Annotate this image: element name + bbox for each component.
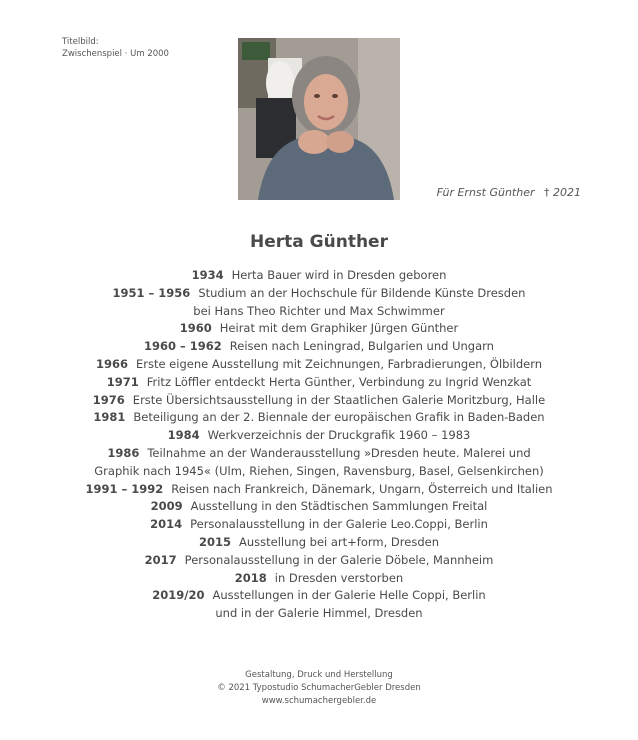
timeline-entry [0, 552, 638, 570]
timeline-text: Ausstellung in den Städtischen Sammlungen Freital [190, 499, 488, 514]
timeline-entry [0, 409, 638, 427]
timeline-text: Werkverzeichnis der Druckgrafik 1960 – 1983 [207, 428, 471, 443]
colophon [0, 669, 638, 708]
timeline-entry-continuation [0, 463, 638, 481]
timeline-year: 2014 [150, 517, 183, 532]
timeline-text: Ausstellungen in der Galerie Helle Coppi, Berlin [212, 588, 486, 603]
timeline-text: Erste eigene Ausstellung mit Zeichnungen, Farbradierungen, Ölbildern [135, 356, 543, 371]
colophon-line-copyright: © 2021 Typostudio SchumacherGebler Dresden [217, 683, 421, 693]
dedication [437, 186, 581, 199]
timeline-text: Beteiligung an der 2. Biennale der europäischen Grafik in Baden-Baden [133, 410, 545, 425]
timeline-entry [0, 267, 638, 285]
timeline-text: Heirat mit dem Graphiker Jürgen Günther [219, 321, 459, 336]
timeline-year: 1934 [191, 268, 224, 282]
timeline-text: Personalausstellung in der Galerie Leo.Coppi, Berlin [190, 517, 488, 532]
timeline-year: 1976 [92, 392, 125, 407]
timeline-year: 1960 – 1962 [144, 339, 222, 354]
page-title: Herta Günther [250, 232, 388, 252]
timeline-year: 2019/20 [152, 588, 205, 603]
timeline-text: in Dresden verstorben [274, 570, 404, 585]
timeline-text: Teilnahme an der Wanderausstellung »Dresden heute. Malerei und [147, 445, 531, 460]
timeline-year: 2009 [150, 499, 183, 514]
dedication-year: 2021 [553, 186, 581, 199]
timeline-text: Fritz Löffler entdeckt Herta Günther, Verbindung zu Ingrid Wenzkat [146, 374, 532, 389]
timeline-year: 2017 [144, 552, 177, 567]
timeline-entry [0, 570, 638, 588]
timeline-text: Herta Bauer wird in Dresden geboren [231, 268, 447, 282]
timeline-entry-continuation [0, 303, 638, 321]
timeline-text: Graphik nach 1945« (Ulm, Riehen, Singen, Ravensburg, Basel, Gelsenkirchen) [94, 463, 544, 478]
timeline-entry [0, 427, 638, 445]
portrait-photo [238, 38, 400, 200]
timeline-year: 1984 [167, 428, 200, 443]
timeline-text: Reisen nach Leningrad, Bulgarien und Ungarn [229, 339, 494, 354]
timeline-entry [0, 338, 638, 356]
timeline-entry [0, 481, 638, 499]
timeline-year: 1960 [179, 321, 212, 336]
timeline-text: bei Hans Theo Richter und Max Schwimmer [193, 303, 445, 318]
timeline-entry [0, 534, 638, 552]
timeline-text: Reisen nach Frankreich, Dänemark, Ungarn, Österreich und Italien [171, 481, 553, 496]
portrait-illustration [238, 38, 400, 200]
timeline-year: 1981 [93, 410, 126, 425]
timeline-year: 2018 [234, 570, 267, 585]
colophon-line-website: www.schumachergebler.de [261, 696, 377, 706]
timeline-entry [0, 374, 638, 392]
biography-timeline [0, 267, 638, 623]
timeline-text: und in der Galerie Himmel, Dresden [215, 606, 423, 621]
timeline-text: Studium an der Hochschule für Bildende Künste Dresden [198, 285, 526, 300]
timeline-year: 1951 – 1956 [112, 285, 191, 300]
timeline-year: 1991 – 1992 [85, 481, 164, 496]
colophon-line-production: Gestaltung, Druck und Herstellung [245, 670, 393, 680]
timeline-text: Erste Übersichtsausstellung in der Staatlichen Galerie Moritzburg, Halle [132, 392, 546, 407]
timeline-entry-continuation [0, 605, 638, 623]
timeline-entry [0, 498, 638, 516]
timeline-entry [0, 392, 638, 410]
timeline-year: 1971 [106, 374, 139, 389]
caption-text: Zwischenspiel · Um 2000 [62, 49, 169, 59]
cover-caption [62, 36, 169, 60]
caption-label: Titelbild: [62, 37, 99, 47]
timeline-text: Ausstellung bei art+form, Dresden [239, 534, 439, 549]
timeline-year: 1966 [95, 356, 128, 371]
timeline-entry [0, 356, 638, 374]
dagger-icon: † [544, 186, 550, 199]
timeline-year: 1986 [107, 445, 140, 460]
dedication-text: Für Ernst Günther [436, 186, 535, 199]
timeline-year: 2015 [199, 534, 232, 549]
timeline-entry [0, 320, 638, 338]
timeline-entry [0, 587, 638, 605]
timeline-entry [0, 516, 638, 534]
timeline-text: Personalausstellung in der Galerie Döbele, Mannheim [184, 552, 494, 567]
timeline-entry [0, 285, 638, 303]
timeline-entry [0, 445, 638, 463]
